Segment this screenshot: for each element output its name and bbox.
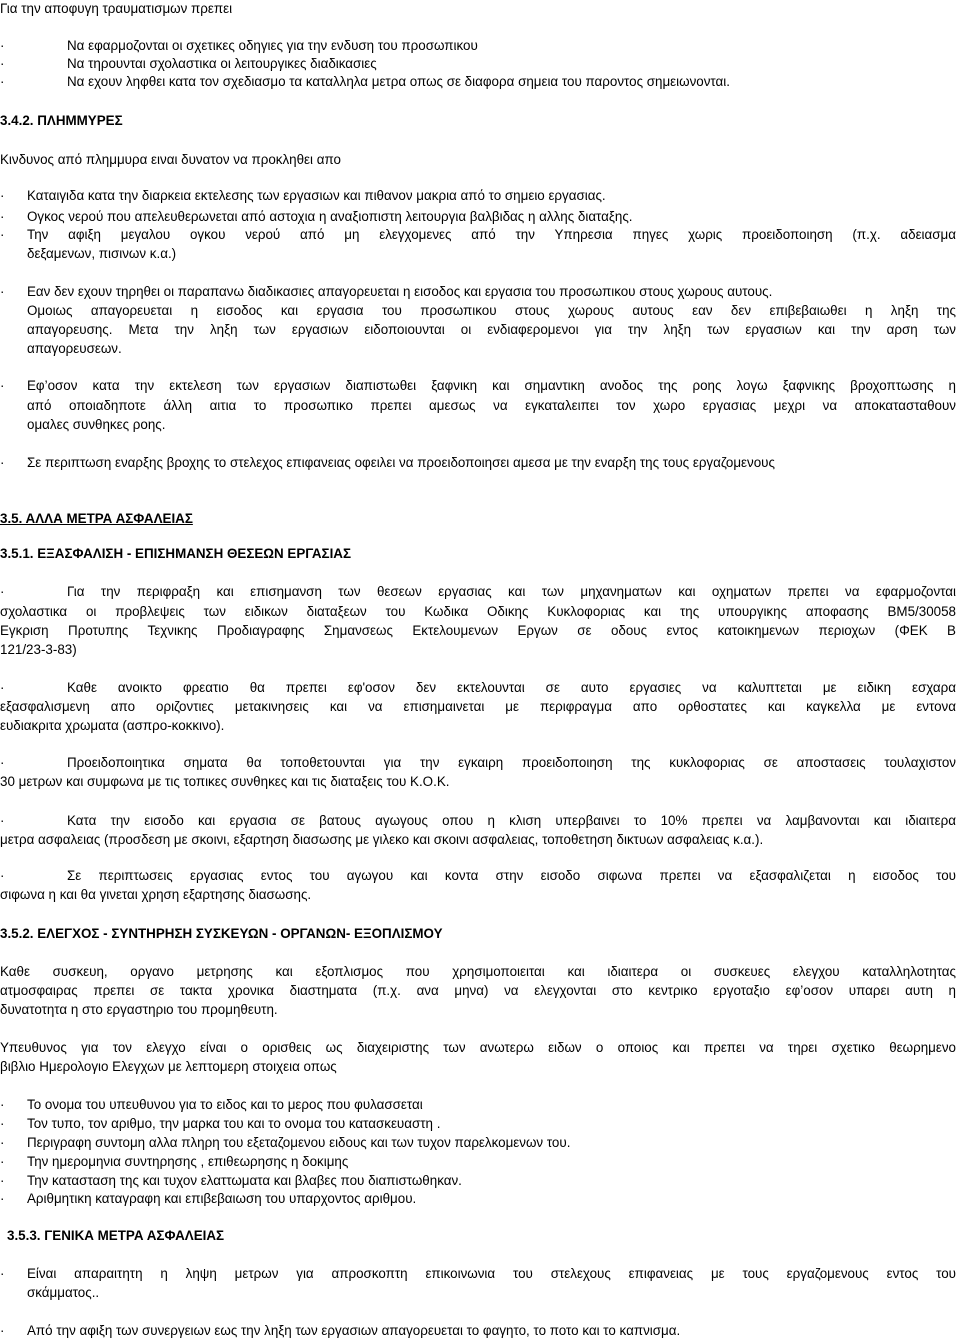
list-item: Τον τυπο, τον αριθμο, την μαρκα του και το ονομα του κατασκευαστη . [27,1116,441,1131]
paragraph-line: Εγκριση Προτυπης Τεχνικης Προδιαγραφης Σημανσεως Εκτελουμενων Εργων σε οδους εντος κατοικημενων περιοχων (ΦΕΚ Β [0,623,956,638]
list-item: Αριθμητικη καταγραφη και επιβεβαιωση του υπαρχοντος αριθμου. [27,1191,417,1206]
bullet: · [0,1097,5,1112]
paragraph-line: 30 μετρων και συμφωνα με τις τοπικες συνθηκες και τις διαταξεις του Κ.Ο.Κ. [0,774,450,789]
bullet: · [0,56,5,71]
paragraph-line: βιβλιο Ημερολογιο Ελεγχων με λεπτομερη στοιχεια οπως [0,1059,337,1074]
paragraph-line: Σε περιπτωση εναρξης βροχης το στελεχος επιφανειας οφειλει να προειδοποιησει αμεσα με την εναρξη της τους εργαζομενους [27,455,775,470]
intro-bullet: Να εφαρμοζονται οι σχετικες οδηγιες για την ενδυση του προσωπικου [67,38,478,53]
paragraph-line: Καθε ανοικτο φρεατιο θα πρεπει εφ'οσον δεν εκτελουνται σε αυτο εργασιες να καλυπτεται με ειδικη εσχαρα [67,680,956,695]
bullet: · [0,455,5,470]
intro-bullet: Να εχουν ληφθει κατα τον σχεδιασμο τα καταλληλα μετρα οπως σε διαφορα σημεια του παροντος σημειωνονται. [67,74,730,89]
section-heading-3-5-2: 3.5.2. ΕΛΕΓΧΟΣ - ΣΥΝΤΗΡΗΣΗ ΣΥΣΚΕΥΩΝ - ΟΡΓΑΝΩΝ- ΕΞΟΠΛΙΣΜΟΥ [0,926,443,941]
bullet: · [0,755,5,770]
paragraph-line: μετρα ασφαλειας (προσδεση με σκοινι, εξαρτηση διασωσης με γιλεκο και σκοινι ασφαλειας, τοποθετηση δικτυων ασφαλειας κ.α.). [0,832,764,847]
section-heading-3-5-1: 3.5.1. ΕΞΑΣΦΑΛΙΣΗ - ΕΠΙΣΗΜΑΝΣΗ ΘΕΣΕΩΝ ΕΡΓΑΣΙΑΣ [0,546,352,561]
paragraph-line: δυνατοτητα η στο εργαστηριο του προμηθευτη. [0,1002,278,1017]
paragraph-line: από οποιαδηποτε άλλη αιτια το προσωπικο πρεπει αμεσως να εγκαταλειπει τον χωρο εργασιας μεχρι να αποκατασταθουν [27,398,956,413]
bullet: · [0,209,5,224]
bullet: · [0,1116,5,1131]
cause-item: Ογκος νερού που απελευθερωνεται από αστοχια η αναξιοπιστη λειτουργια βαλβιδας η αλλης διαταξης. [27,209,633,224]
intro-bullet: Να τηρουνται σχολαστικα οι λειτουργικες διαδικασιες [67,56,377,71]
paragraph-line: Από την αφιξη των συνεργειων εως την ληξη των εργασιων απαγορευεται το φαγητο, το ποτο και το καπνισμα. [27,1323,681,1338]
bullet: · [0,868,5,883]
paragraph-line: απαγορευσης. Μετα την ληξη των εργασιων ειδοποιουνται οι ενδιαφερομενοι για την ληξη των εργασιων και την αρση των [27,322,956,337]
section-heading-3-4-2: 3.4.2. ΠΛΗΜΜΥΡΕΣ [0,113,123,128]
cause-item: Την αφιξη μεγαλου ογκου νερού από μη ελεγχομενες από την Υπηρεσια πηγες χωρις προειδοποιηση (π.χ. αδειασμα [27,227,956,242]
list-item: Το ονομα του υπευθυνου για το ειδος και το μερος που φυλασσεται [27,1097,423,1112]
list-item: Την κατασταση της και τυχον ελαττωματα και βλαβες που διαπιστωθηκαν. [27,1173,462,1188]
list-item: Περιγραφη συντομη αλλα πληρη του εξεταζομενου ειδους και των τυχον παρελκομενων του. [27,1135,571,1150]
paragraph-line: ατμοσφαιρας πρεπει σε τακτα χρονικα διαστηματα (π.χ. ανα μηνα) να ελεγχονται στο κεντρικο εργοταξιο εφ’οσον υπαρει αυτη η [0,983,956,998]
bullet: · [0,813,5,828]
section-heading-3-5: 3.5. ΑΛΛΑ ΜΕΤΡΑ ΑΣΦΑΛΕΙΑΣ [0,511,193,526]
bullet: · [0,584,5,599]
bullet: · [0,38,5,53]
paragraph-line: Προειδοποιητικα σηματα θα τοποθετουνται για την εγκαιρη προειδοποιηση της κυκλοφοριας σε αποστασεις τουλαχιστον [67,755,956,770]
intro-text: Για την αποφυγη τραυματισμων πρεπει [0,1,233,16]
bullet: · [0,188,5,203]
bullet: · [0,1323,5,1338]
paragraph: Κινδυνος από πλημμυρα ειναι δυνατον να προκληθει απο [0,152,341,167]
bullet: · [0,680,5,695]
paragraph-line: Σε περιπτωσεις εργασιας εντος του αγωγου και κοντα στην εισοδο σιφωνα πρεπει να εξασφαλιζεται η εισοδος του [67,868,956,883]
paragraph-line: Καθε συσκευη, οργανο μετρησης και εξοπλισμος που χρησιμοποιειται και ιδιαιτερα οι συσκευες ελεγχου καταλληλοτητας [0,964,956,979]
paragraph-line: απαγορευσεων. [27,341,122,356]
bullet: · [0,1135,5,1150]
bullet: · [0,74,5,89]
cause-item: Καταιγιδα κατα την διαρκεια εκτελεσης των εργασιων και πιθανον μακρια από το σημειο εργασιας. [27,188,606,203]
paragraph-line: εξασφαλισμενη απο οριζοντιες μετακινησεις και να επισημαινεται με περιφραγμα απο ορθοστατες και καγκελλα με εντονα [0,699,956,714]
bullet: · [0,1173,5,1188]
bullet: · [0,1191,5,1206]
paragraph-line: Κατα την εισοδο και εργασια σε βατους αγωγους οπου η κλιση υπερβαινει το 10% πρεπει να λαμβανονται και ιδιαιτερα [67,813,956,828]
paragraph-line: Εαν δεν εχουν τηρηθει οι παραπανω διαδικασιες απαγορευεται η εισοδος και εργασια του προσωπικου στους χωρους αυτους. [27,284,773,299]
paragraph-line: σκάμματος.. [27,1285,100,1300]
bullet: · [0,227,5,242]
paragraph-line: σιφωνα η και θα γινεται χρηση εξαρτησης διασωσης. [0,887,312,902]
paragraph-line: Ομοιως απαγορευεται η εισοδος και εργασια του προσωπικου στους χωρους αυτους εαν δεν επιβεβαιωθει η ληξη της [27,303,956,318]
paragraph-line: Εφ’οσον κατα την εκτελεση των εργασιων διαπιστωθει ξαφνικη και σημαντικη ανοδος της ροης λογω ξαφνικης βροχοπτωσης η [27,378,956,393]
bullet: · [0,1154,5,1169]
paragraph-line: σχολαστικα οι προβλεψεις των ειδικων διαταξεων του Κωδικα Οδικης Κυκλοφοριας και της υπουργικης αποφασης ΒΜ5/30058 [0,604,956,619]
cause-item-continued: δεξαμενων, πισινων κ.α.) [27,246,177,261]
paragraph-line: Για την περιφραξη και επισημανση των θεσεων εργασιας και των μηχανηματων και οχηματων πρεπει να εφαρμοζονται [67,584,956,599]
paragraph-line: ευδιακριτα χρωματα (ασπρο-κοκκινο). [0,718,225,733]
paragraph-line: Είναι απαραιτητη η ληψη μετρων για απροσκοπτη επικοινωνια του στελεχους επιφανειας με τους εργαζομενους εντος του [27,1266,956,1281]
section-heading-3-5-3: 3.5.3. ΓΕΝΙΚΑ ΜΕΤΡΑ ΑΣΦΑΛΕΙΑΣ [7,1228,225,1243]
paragraph-line: 121/23-3-83) [0,642,77,657]
bullet: · [0,284,5,299]
bullet: · [0,1266,5,1281]
paragraph-line: ομαλες συνθηκες ροης. [27,417,166,432]
bullet: · [0,378,5,393]
list-item: Την ημερομηνια συντηρησης , επιθεωρησης η δοκιμης [27,1154,349,1169]
paragraph-line: Υπευθυνος για τον ελεγχο είναι ο ορισθεις ως διαχειριστης των ανωτερω ειδων ο οποιος και πρεπει να τηρει σχετικο θεωρημενο [0,1040,956,1055]
